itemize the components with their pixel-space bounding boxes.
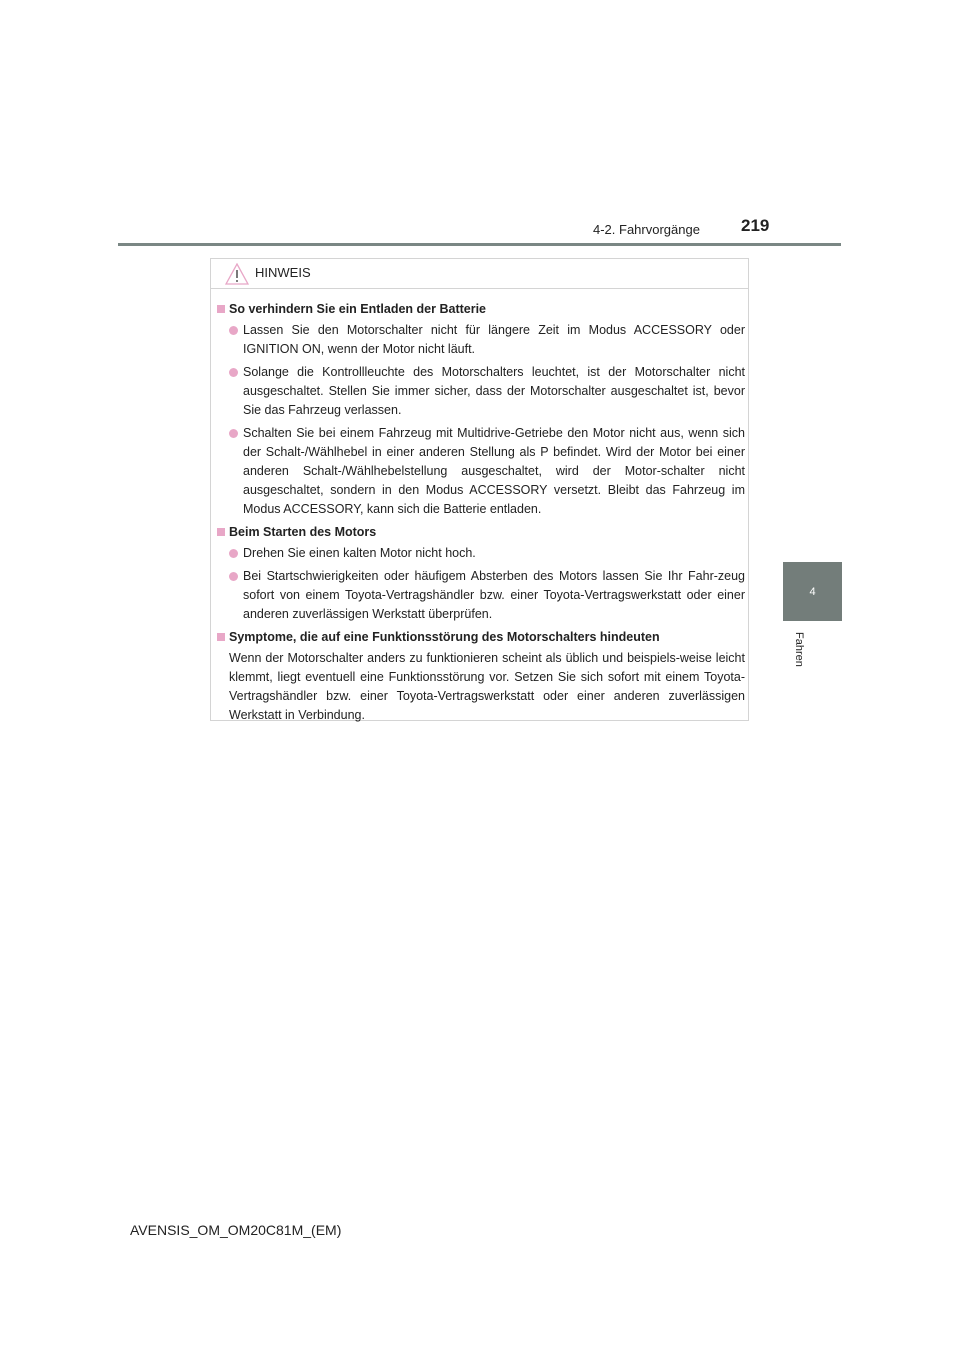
header-section-title: 4-2. Fahrvorgänge	[593, 222, 700, 237]
dot-bullet-icon	[229, 572, 238, 581]
notice-box	[210, 258, 749, 721]
square-bullet-icon	[217, 305, 225, 313]
bullet-text: Drehen Sie einen kalten Motor nicht hoch.	[243, 546, 476, 560]
page-number: 219	[741, 216, 770, 235]
section-heading-text: So verhindern Sie ein Entladen der Batterie	[229, 302, 487, 316]
bullet-text: Schalten Sie bei einem Fahrzeug mit Multidrive-Getriebe den Motor nicht aus, wenn sich der Schalt-/Wählhebel in einer anderen Stellung als P befindet. Wird der Motor bei einer anderen Schalt-/Wählhebelstellung ausgeschaltet, wird der Motor-schalter nicht ausgeschaltet, sondern in den Modus ACCESSORY versetzt. Bleibt das Fahrzeug im Modus ACCESSORY, kann sich die Batterie entladen.	[243, 426, 745, 516]
dot-bullet-icon	[229, 429, 238, 438]
section-heading-text: Symptome, die auf eine Funktionsstörung des Motorschalters hindeuten	[229, 630, 660, 644]
section-heading-text: Beim Starten des Motors	[229, 525, 377, 539]
dot-bullet-icon	[229, 326, 238, 335]
bullet-item	[217, 424, 745, 519]
dot-bullet-icon	[229, 549, 238, 558]
bullet-item	[217, 363, 745, 420]
bullet-item	[217, 567, 745, 624]
square-bullet-icon	[217, 528, 225, 536]
bullet-text: Lassen Sie den Motorschalter nicht für längere Zeit im Modus ACCESSORY oder IGNITION ON, wenn der Motor nicht läuft.	[243, 323, 745, 356]
notice-header	[211, 259, 748, 289]
bullet-item	[217, 321, 745, 359]
chapter-tab	[783, 562, 842, 621]
square-bullet-icon	[217, 633, 225, 641]
section-heading	[217, 628, 745, 647]
notice-title: HINWEIS	[255, 265, 311, 280]
chapter-number: 4	[809, 585, 816, 598]
bullet-item	[217, 544, 745, 563]
bullet-text: Solange die Kontrollleuchte des Motorschalters leuchtet, ist der Motorschalter nicht ausgeschaltet. Stellen Sie immer sicher, dass der Motorschalter ausgeschaltet ist, bevor Sie das Fahrzeug verlassen.	[243, 365, 745, 417]
section-heading	[217, 300, 745, 319]
warning-triangle-icon	[225, 263, 249, 285]
notice-body	[217, 300, 745, 725]
chapter-label: Fahren	[793, 632, 805, 667]
footer-doc-code: AVENSIS_OM_OM20C81M_(EM)	[130, 1222, 342, 1238]
header-rule	[118, 243, 841, 246]
section-heading	[217, 523, 745, 542]
dot-bullet-icon	[229, 368, 238, 377]
section-paragraph: Wenn der Motorschalter anders zu funktionieren scheint als üblich und beispiels-weise leicht klemmt, liegt eventuell eine Funktionsstörung vor. Setzen Sie sich sofort mit einem Toyota-Vertragshändler bzw. einer Toyota-Vertragswerkstatt oder einer anderen zuverlässigen Werkstatt in Verbindung.	[229, 651, 745, 722]
bullet-text: Bei Startschwierigkeiten oder häufigem Absterben des Motors lassen Sie Ihr Fahr-zeug sofort von einem Toyota-Vertragshändler bzw. einer Toyota-Vertragswerkstatt oder einer anderen zuverlässigen Werkstatt überprüfen.	[243, 569, 745, 621]
